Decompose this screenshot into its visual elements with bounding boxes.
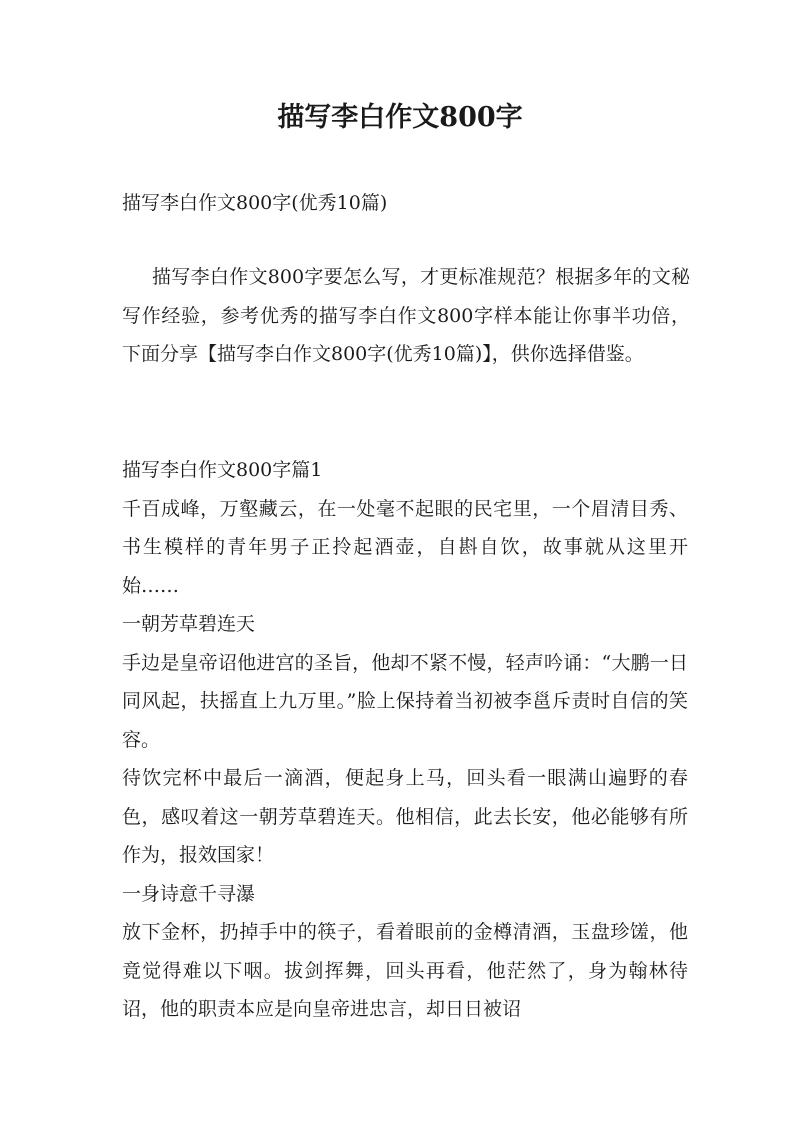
subheading: 一朝芳草碧连天 xyxy=(122,613,256,635)
article-body xyxy=(122,451,688,1029)
intro-paragraph: 描写李白作文800字要怎么写，才更标准规范？根据多年的文秘写作经验，参考优秀的描写李白作文800字样本能让你事半功倍，下面分享【描写李白作文800字(优秀10篇)】，供你选择借鉴。 xyxy=(122,266,690,365)
body-paragraph: 手边是皇帝诏他进宫的圣旨，他却不紧不慢，轻声吟诵：“大鹏一日同风起，扶摇直上九万里。”脸上保持着当初被李邕斥责时自信的笑容。 xyxy=(122,651,688,751)
document-title: 描写李白作文800字 xyxy=(277,102,523,133)
document-subtitle: 描写李白作文800字(优秀10篇) xyxy=(122,192,388,214)
body-paragraph: 待饮完杯中最后一滴酒，便起身上马，回头看一眼满山遍野的春色，感叹着这一朝芳草碧连天。他相信，此去长安，他必能够有所作为，报效国家！ xyxy=(122,767,688,866)
body-paragraph: 放下金杯，扔掉手中的筷子，看着眼前的金樽清酒，玉盘珍馐，他竟觉得难以下咽。拔剑挥舞，回头再看，他茫然了，身为翰林待诏，他的职责本应是向皇帝进忠言，却日日被诏 xyxy=(122,921,688,1020)
body-paragraph: 千百成峰，万壑藏云，在一处毫不起眼的民宅里，一个眉清目秀、书生模样的青年男子正拎起酒壶，自斟自饮，故事就从这里开始…… xyxy=(122,497,688,597)
section-heading: 描写李白作文800字篇1 xyxy=(122,459,323,481)
subheading: 一身诗意千寻瀑 xyxy=(122,882,256,905)
